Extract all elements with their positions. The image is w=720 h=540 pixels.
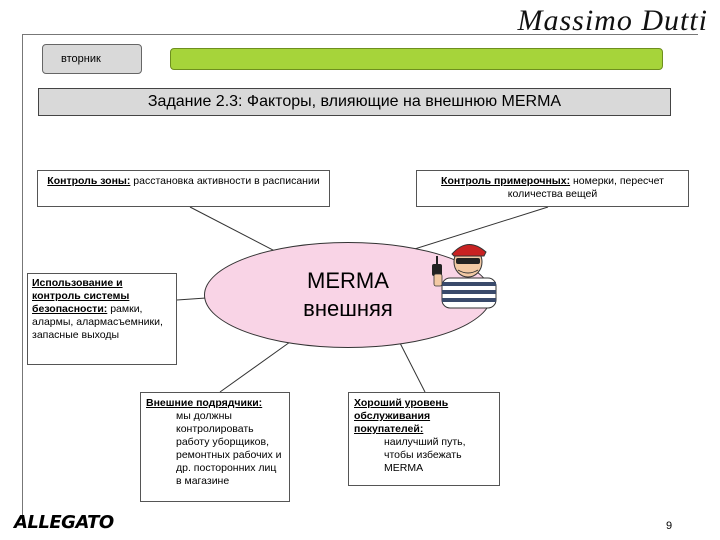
task-title: Задание 2.3: Факторы, влияющие на внешнюю MERMA — [38, 88, 671, 116]
factor-security-text: рамки, алармы, алармасъемники, запасные выходы — [32, 303, 163, 341]
factor-service-heading: Хороший уровень обслуживания покупателей: — [354, 397, 449, 435]
factor-security-heading: Использование и контроль системы безопасности: — [32, 277, 130, 315]
center-title: MERMA — [307, 268, 389, 293]
center-subtitle: внешняя — [303, 296, 393, 321]
factor-zone-control — [37, 170, 330, 207]
factor-customer-service — [348, 392, 500, 486]
connector-security — [177, 298, 206, 300]
factor-zone-text: расстановка активности в расписании — [130, 175, 320, 187]
factor-external-contractors — [140, 392, 290, 502]
connector-service — [400, 343, 425, 392]
brand-logo: Massimo Dutti — [517, 4, 708, 37]
factor-security-system — [27, 273, 177, 365]
page-number: 9 — [666, 520, 673, 532]
factor-service-text: наилучший путь, чтобы избежать MERMA — [384, 436, 466, 474]
factor-contractors-heading: Внешние подрядчики: — [146, 397, 263, 409]
day-tab: вторник — [42, 44, 142, 74]
connector-contractors — [220, 342, 290, 392]
thief-icon — [428, 238, 500, 310]
allegato-logo: ALLEGATO — [14, 512, 114, 533]
factor-zone-heading: Контроль зоны: — [47, 175, 131, 187]
factor-fitting-rooms — [416, 170, 689, 207]
factor-contractors-text: мы должны контролировать работу уборщиков, ремонтных рабочих и др. посторонних лиц в магазине — [176, 410, 282, 487]
factor-fitting-heading: Контроль примерочных: — [441, 175, 571, 187]
factor-fitting-text: номерки, пересчет количества вещей — [507, 175, 664, 200]
